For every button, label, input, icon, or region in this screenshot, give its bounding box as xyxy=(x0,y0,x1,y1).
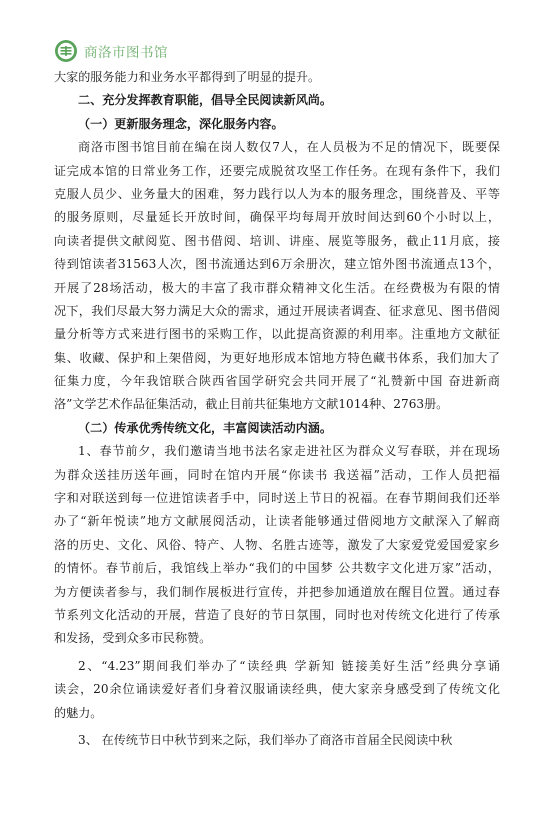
document-body xyxy=(54,66,500,752)
library-logo-icon xyxy=(54,39,78,63)
paragraph-line: 和发扬，受到众多市民称赞。 xyxy=(54,631,212,646)
paragraph-line: 办了“新年悦读”地方文献展阅活动，让读者能够通过借阅地方文献深入了解商 xyxy=(54,514,500,529)
paragraph-line: 待到馆读者31563人次，图书流通达到6万余册次，建立馆外图书流通点13个， xyxy=(54,257,500,272)
paragraph-line: 洛的历史、文化、风俗、特产、人物、名胜古迹等，激发了大家爱党爱国爱家乡 xyxy=(54,537,500,552)
subsection-heading: （一）更新服务理念，深化服务内容。 xyxy=(78,116,284,131)
paragraph-line: 2、“4.23”期间我们举办了“读经典 学新知 链接美好生活”经典分享诵 xyxy=(78,658,500,673)
paragraph-line: 开展了28场活动，极大的丰富了我市群众精神文化生活。在经费极为有限的情 xyxy=(54,280,500,295)
paragraph-line: 的情怀。春节前后，我馆线上举办“我们的中国梦 公共数字文化进万家”活动， xyxy=(54,561,500,576)
paragraph-line: 1、春节前夕，我们邀请当地书法名家走进社区为群众义写春联，并在现场 xyxy=(78,444,500,459)
paragraph-line: 集、收藏、保护和上架借阅，为更好地形成本馆地方特色藏书体系，我们加大了 xyxy=(54,350,500,365)
paragraph-line: 洛”文学艺术作品征集活动，截止目前共征集地方文献1014种、2763册。 xyxy=(54,397,449,412)
paragraph-line: 况下，我们尽最大努力满足大众的需求，通过开展读者调查、征求意见、图书借阅 xyxy=(54,303,500,318)
paragraph-line: 证完成本馆的日常业务工作，还要完成脱贫攻坚工作任务。在现有条件下，我们 xyxy=(54,163,500,178)
paragraph-line: 为方便读者参与，我们制作展板进行宣传，并把参加通道放在醒目位置。通过春 xyxy=(54,584,500,599)
header-title: 商洛市图书馆 xyxy=(84,45,168,61)
paragraph-line: 读会，20余位诵读爱好者们身着汉服诵读经典，使大家亲身感受到了传统文化 xyxy=(54,682,500,697)
page-header xyxy=(54,38,168,64)
paragraph-line: 商洛市图书馆目前在编在岗人数仅7人，在人员极为不足的情况下，既要保 xyxy=(78,140,500,155)
paragraph-line: 量分析等方式来进行图书的采购工作，以此提高资源的利用率。注重地方文献征 xyxy=(54,327,500,342)
subsection-heading: （二）传承优秀传统文化，丰富阅读活动内涵。 xyxy=(78,420,332,435)
paragraph-line: 节系列文化活动的开展，营造了良好的节日氛围，同时也对传统文化进行了传承 xyxy=(54,607,500,622)
paragraph-line: 大家的服务能力和业务水平都得到了明显的提升。 xyxy=(54,70,321,84)
paragraph-line: 的服务原则，尽量延长开放时间，确保平均每周开放时间达到60个小时以上， xyxy=(54,210,500,225)
paragraph-line: 3、 在传统节日中秋节到来之际，我们举办了商洛市首届全民阅读中秋 xyxy=(78,732,453,747)
paragraph-line: 字和对联送到每一位进馆读者手中，同时送上节日的祝福。在春节期间我们还举 xyxy=(54,491,500,506)
paragraph-line: 为群众送挂历送年画，同时在馆内开展“你读书 我送福”活动，工作人员把福 xyxy=(54,467,500,482)
section-heading: 二、充分发挥教育职能，倡导全民阅读新风尚。 xyxy=(78,93,332,108)
paragraph-line: 的魅力。 xyxy=(54,705,103,720)
paragraph-line: 向读者提供文献阅览、图书借阅、培训、讲座、展览等服务，截止11月底，接 xyxy=(54,233,500,248)
paragraph-line: 克服人员少、业务量大的困难，努力践行以人为本的服务理念，围绕普及、平等 xyxy=(54,186,500,201)
paragraph-line: 征集力度，今年我馆联合陕西省国学研究会共同开展了“礼赞新中国 奋进新商 xyxy=(54,374,500,389)
